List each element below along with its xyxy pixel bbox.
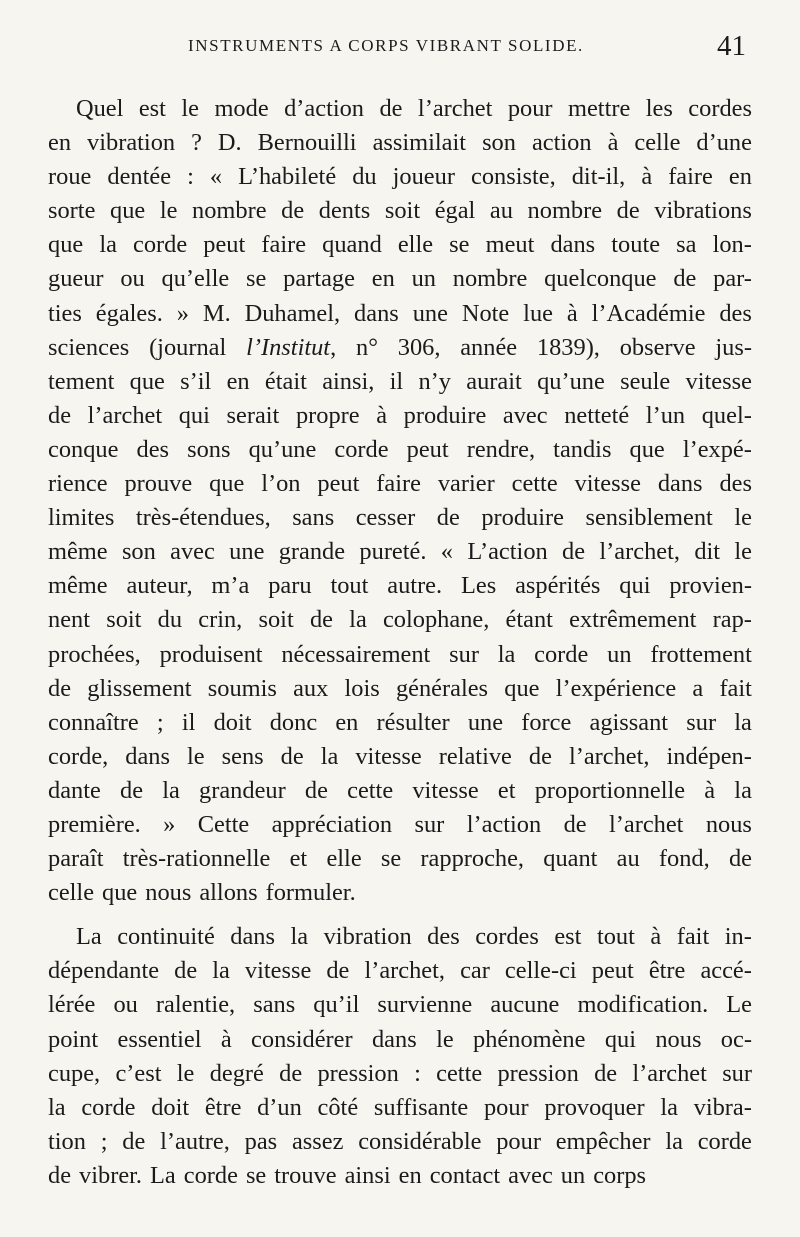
text-line: ties égales. » M. Duhamel, dans une Note lue à l’Académie des (48, 299, 752, 327)
running-title: INSTRUMENTS A CORPS VIBRANT SOLIDE. (188, 36, 584, 55)
text-line: lérée ou ralentie, sans qu’il survienne aucune modification. Le (48, 991, 752, 1019)
text-line: tement que s’il en était ainsi, il n’y aurait qu’une seule vitesse (48, 367, 752, 395)
text-line: en vibration ? D. Bernouilli assimilait son action à celle d’une (48, 129, 752, 157)
text-line: corde, dans le sens de la vitesse relative de l’archet, indépen- (48, 742, 752, 770)
page-number: 41 (717, 30, 746, 62)
text-line: de vibrer. La corde se trouve ainsi en contact avec un corps (48, 1161, 647, 1189)
text-line: rience prouve que l’on peut faire varier cette vitesse dans des (48, 470, 752, 498)
text-line: limites très-étendues, sans cesser de produire sensiblement le (48, 504, 752, 532)
text-line: de l’archet qui serait propre à produire avec netteté l’un quel- (48, 401, 752, 429)
text-line: sciences (journal l’Institut, n° 306, année 1839), observe jus- (48, 333, 752, 361)
text-line: prochées, produisent nécessairement sur la corde un frottement (48, 640, 752, 668)
text-line: celle que nous allons formuler. (48, 879, 356, 907)
body-text (48, 92, 752, 1193)
text-line: la corde doit être d’un côté suffisante pour provoquer la vibra- (48, 1093, 752, 1121)
text-line: Quel est le mode d’action de l’archet pour mettre les cordes (76, 95, 752, 122)
text-line: gueur ou qu’elle se partage en un nombre quelconque de par- (48, 265, 752, 293)
text-line: cupe, c’est le degré de pression : cette pression de l’archet sur (48, 1059, 752, 1087)
text-line: dépendante de la vitesse de l’archet, car celle-ci peut être accé- (48, 957, 752, 985)
text-line: paraît très-rationnelle et elle se rapproche, quant au fond, de (48, 845, 752, 873)
text-line: roue dentée : « L’habileté du joueur consiste, dit-il, à faire en (48, 163, 752, 191)
text-line: La continuité dans la vibration des cordes est tout à fait in- (76, 923, 752, 951)
text-line: même son avec une grande pureté. « L’action de l’archet, dit le (48, 538, 752, 566)
text-line: tion ; de l’autre, pas assez considérable pour empêcher la corde (48, 1127, 752, 1155)
text-line: même auteur, m’a paru tout autre. Les aspérités qui provien- (48, 572, 752, 600)
text-line: sorte que le nombre de dents soit égal au nombre de vibrations (48, 197, 752, 225)
text-line: conque des sons qu’une corde peut rendre, tandis que l’expé- (48, 435, 752, 463)
text-line: dante de la grandeur de cette vitesse et proportionnelle à la (48, 776, 752, 804)
paragraph (48, 920, 752, 1193)
paragraph-gap (48, 910, 752, 920)
text-line: de glissement soumis aux lois générales que l’expérience a fait (48, 674, 752, 702)
text-line: connaître ; il doit donc en résulter une force agissant sur la (48, 708, 752, 736)
text-line: nent soit du crin, soit de la colophane, étant extrêmement rap- (48, 606, 752, 634)
running-head (48, 26, 752, 70)
paragraph (48, 92, 752, 910)
text-line: point essentiel à considérer dans le phénomène qui nous oc- (48, 1025, 752, 1053)
text-line: que la corde peut faire quand elle se meut dans toute sa lon- (48, 231, 752, 259)
text-line: première. » Cette appréciation sur l’action de l’archet nous (48, 810, 752, 838)
